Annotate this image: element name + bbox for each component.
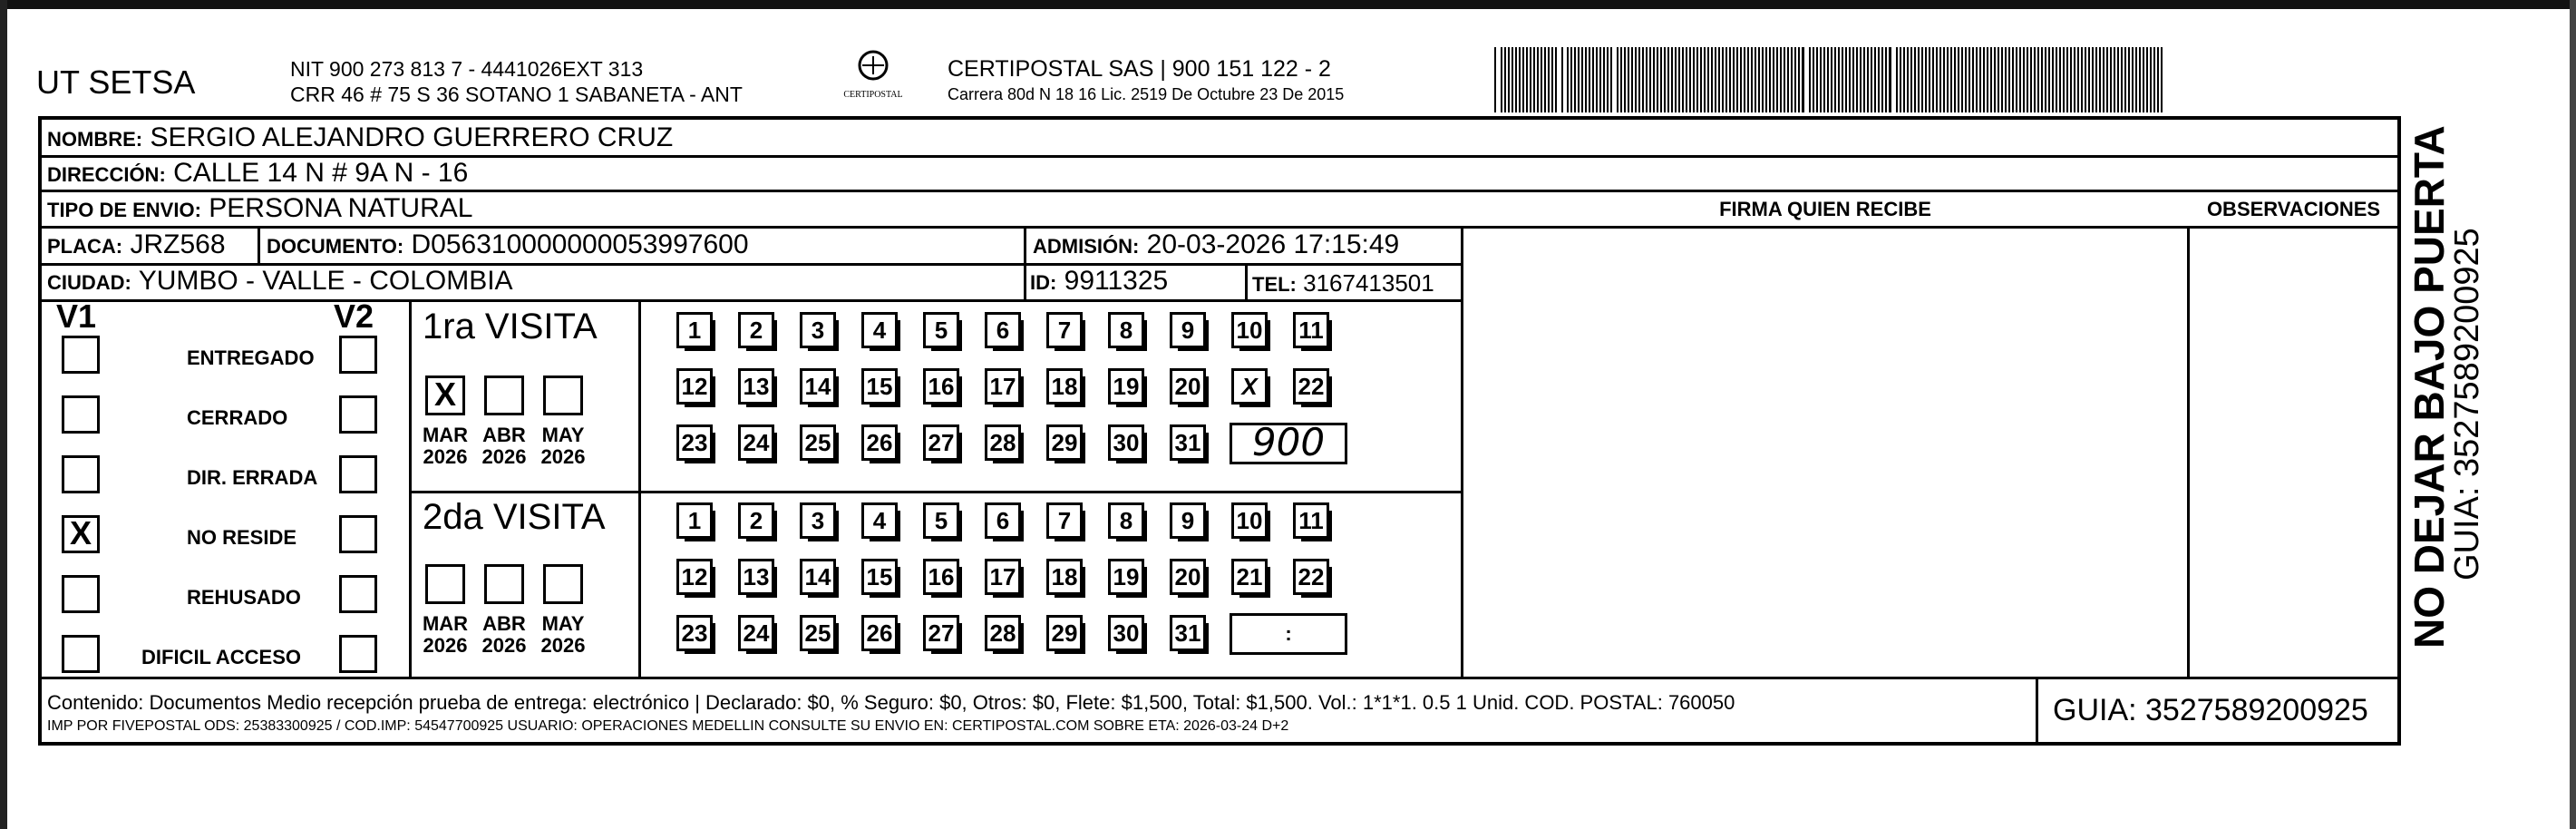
admision-label: ADMISIÓN: bbox=[1033, 235, 1140, 258]
ciudad-label: CIUDAD: bbox=[47, 271, 131, 294]
day-box[interactable]: 13 bbox=[738, 368, 774, 405]
left-border bbox=[0, 0, 7, 829]
observaciones-header: OBSERVACIONES bbox=[2206, 198, 2381, 220]
v2-header: V2 bbox=[334, 297, 374, 335]
nombre-value: SERGIO ALEJANDRO GUERRERO CRUZ bbox=[150, 122, 674, 152]
day-box[interactable]: 7 bbox=[1046, 502, 1083, 539]
v1-checkbox[interactable] bbox=[62, 336, 100, 374]
ciudad-row bbox=[47, 266, 513, 298]
day-box[interactable]: 15 bbox=[861, 368, 898, 405]
day-box[interactable]: 25 bbox=[800, 424, 836, 461]
day-box[interactable]: 24 bbox=[738, 615, 774, 651]
month-checkbox[interactable] bbox=[543, 564, 583, 604]
top-border bbox=[0, 0, 2576, 9]
day-box[interactable]: 17 bbox=[985, 368, 1021, 405]
day-box[interactable]: 6 bbox=[985, 502, 1021, 539]
day-box[interactable]: 10 bbox=[1231, 502, 1268, 539]
day-box[interactable]: 9 bbox=[1170, 312, 1206, 348]
month-label: MAY 2026 bbox=[540, 424, 586, 468]
no-dejar-warning: NO DEJAR BAJO PUERTA bbox=[2406, 125, 2453, 649]
day-box[interactable]: 5 bbox=[923, 312, 959, 348]
direccion-value: CALLE 14 N # 9A N - 16 bbox=[173, 158, 469, 188]
v1-checkbox[interactable] bbox=[62, 515, 100, 553]
time-value: : bbox=[1285, 622, 1292, 645]
day-box[interactable]: 8 bbox=[1108, 312, 1144, 348]
tipo-row bbox=[47, 193, 472, 226]
day-box[interactable]: X bbox=[1231, 368, 1268, 405]
day-box[interactable]: 28 bbox=[985, 615, 1021, 651]
ciudad-value: YUMBO - VALLE - COLOMBIA bbox=[138, 266, 513, 296]
placa-value: JRZ568 bbox=[130, 229, 226, 259]
tipo-label: TIPO DE ENVIO: bbox=[47, 199, 201, 221]
status-label: CERRADO bbox=[187, 406, 288, 429]
direccion-row bbox=[47, 158, 468, 190]
direccion-label: DIRECCIÓN: bbox=[47, 163, 166, 186]
month-label: MAY 2026 bbox=[540, 612, 586, 657]
day-box[interactable]: 14 bbox=[800, 368, 836, 405]
day-box[interactable]: 19 bbox=[1108, 368, 1144, 405]
day-box[interactable]: 8 bbox=[1108, 502, 1144, 539]
day-box[interactable]: 26 bbox=[861, 615, 898, 651]
day-box[interactable]: 15 bbox=[861, 559, 898, 595]
check-mark: X bbox=[69, 514, 92, 551]
day-box[interactable]: 12 bbox=[676, 368, 713, 405]
day-box[interactable]: 4 bbox=[861, 312, 898, 348]
right-border bbox=[2570, 0, 2576, 829]
admision-row bbox=[1033, 229, 1399, 262]
day-box[interactable]: 10 bbox=[1231, 312, 1268, 348]
day-box[interactable]: 19 bbox=[1108, 559, 1144, 595]
id-row bbox=[1030, 266, 1168, 298]
month-checkbox[interactable] bbox=[425, 375, 465, 415]
documento-value: D056310000000053997600 bbox=[411, 229, 749, 259]
day-box[interactable]: 9 bbox=[1170, 502, 1206, 539]
v2-checkbox[interactable] bbox=[339, 515, 377, 553]
month-label: ABR 2026 bbox=[481, 424, 527, 468]
day-box[interactable]: 12 bbox=[676, 559, 713, 595]
day-box[interactable]: 3 bbox=[800, 502, 836, 539]
month-checkbox[interactable] bbox=[543, 375, 583, 415]
day-box[interactable]: 26 bbox=[861, 424, 898, 461]
v2-checkbox[interactable] bbox=[339, 336, 377, 374]
day-box[interactable]: 6 bbox=[985, 312, 1021, 348]
day-box[interactable]: 25 bbox=[800, 615, 836, 651]
day-box[interactable]: 27 bbox=[923, 615, 959, 651]
time-field[interactable] bbox=[1230, 420, 1347, 464]
tel-row bbox=[1252, 268, 1434, 300]
day-box[interactable]: 22 bbox=[1293, 559, 1329, 595]
day-box[interactable]: 24 bbox=[738, 424, 774, 461]
placa-row bbox=[47, 229, 226, 262]
guia-number: GUIA: 3527589200925 bbox=[2053, 693, 2368, 727]
month-checkbox[interactable] bbox=[484, 375, 524, 415]
v2-checkbox[interactable] bbox=[339, 395, 377, 434]
day-box[interactable]: 29 bbox=[1046, 424, 1083, 461]
month-checkbox[interactable] bbox=[425, 564, 465, 604]
day-box[interactable]: 14 bbox=[800, 559, 836, 595]
v1-checkbox[interactable] bbox=[62, 635, 100, 673]
day-box[interactable]: 7 bbox=[1046, 312, 1083, 348]
month-label: MAR 2026 bbox=[422, 424, 469, 468]
admision-value: 20-03-2026 17:15:49 bbox=[1146, 229, 1400, 259]
v1-checkbox[interactable] bbox=[62, 395, 100, 434]
first-visit-title: 1ra VISITA bbox=[423, 307, 598, 346]
id-label: ID: bbox=[1030, 271, 1057, 294]
certipostal-nit: CERTIPOSTAL SAS | 900 151 122 - 2 bbox=[948, 56, 1331, 82]
month-checkbox[interactable] bbox=[484, 564, 524, 604]
firma-header: FIRMA QUIEN RECIBE bbox=[1719, 198, 1931, 220]
day-box[interactable]: 2 bbox=[738, 312, 774, 348]
day-box[interactable]: 31 bbox=[1170, 424, 1206, 461]
day-box[interactable]: 23 bbox=[676, 615, 713, 651]
nit-line: NIT 900 273 813 7 - 4441026EXT 313 bbox=[290, 57, 644, 81]
day-box[interactable]: 17 bbox=[985, 559, 1021, 595]
v2-checkbox[interactable] bbox=[339, 635, 377, 673]
status-label: DIFICIL ACCESO bbox=[141, 646, 302, 668]
day-box[interactable]: 16 bbox=[923, 559, 959, 595]
status-label: DIR. ERRADA bbox=[187, 466, 318, 489]
certipostal-license: Carrera 80d N 18 16 Lic. 2519 De Octubre 23 De 2015 bbox=[948, 85, 1345, 103]
time-field[interactable] bbox=[1230, 613, 1347, 655]
day-box[interactable]: 23 bbox=[676, 424, 713, 461]
time-value: 900 bbox=[1251, 420, 1326, 464]
month-label: ABR 2026 bbox=[481, 612, 527, 657]
tel-value: 3167413501 bbox=[1303, 269, 1434, 297]
day-box[interactable]: 18 bbox=[1046, 559, 1083, 595]
placa-label: PLACA: bbox=[47, 235, 123, 258]
v1-header: V1 bbox=[56, 297, 97, 335]
second-visit-title: 2da VISITA bbox=[423, 497, 606, 537]
v1-checkbox[interactable] bbox=[62, 575, 100, 613]
v1-checkbox[interactable] bbox=[62, 455, 100, 493]
tipo-value: PERSONA NATURAL bbox=[209, 193, 473, 223]
day-box[interactable]: 20 bbox=[1170, 559, 1206, 595]
day-box[interactable]: 13 bbox=[738, 559, 774, 595]
day-box[interactable]: 1 bbox=[676, 312, 713, 348]
shipping-form bbox=[38, 116, 2401, 746]
certipostal-logo bbox=[832, 47, 914, 111]
footer-content-line: Contenido: Documentos Medio recepción prueba de entrega: electrónico | Declarado: $0, % Seguro: $0, Otros: $0, Flete: $1,500, Total: $1,500. Vol.: 1*1*1. 0.5 1 Unid. COD. POSTAL: 760050 bbox=[47, 691, 1735, 714]
certipostal-info bbox=[948, 56, 1344, 107]
day-box[interactable]: 3 bbox=[800, 312, 836, 348]
day-box[interactable]: 30 bbox=[1108, 424, 1144, 461]
check-mark: X bbox=[433, 375, 456, 413]
day-box[interactable]: 28 bbox=[985, 424, 1021, 461]
company-name: UT SETSA bbox=[36, 63, 196, 101]
status-label: REHUSADO bbox=[187, 586, 301, 609]
side-guia: GUIA: 3527589200925 bbox=[2448, 228, 2486, 580]
nombre-label: NOMBRE: bbox=[47, 128, 143, 151]
nombre-row bbox=[47, 122, 673, 155]
documento-row bbox=[267, 229, 749, 262]
v2-checkbox[interactable] bbox=[339, 455, 377, 493]
day-box[interactable]: 27 bbox=[923, 424, 959, 461]
day-box[interactable]: 11 bbox=[1293, 312, 1329, 348]
company-info bbox=[290, 56, 743, 107]
month-label: MAR 2026 bbox=[422, 612, 469, 657]
day-box[interactable]: 31 bbox=[1170, 615, 1206, 651]
id-value: 9911325 bbox=[1064, 266, 1169, 296]
logo-text: CERTIPOSTAL bbox=[843, 90, 903, 100]
address-line: CRR 46 # 75 S 36 SOTANO 1 SABANETA - ANT bbox=[290, 83, 743, 106]
day-box[interactable]: 21 bbox=[1231, 559, 1268, 595]
tel-label: TEL: bbox=[1252, 273, 1297, 296]
day-box[interactable]: 2 bbox=[738, 502, 774, 539]
day-box[interactable]: 4 bbox=[861, 502, 898, 539]
day-box[interactable]: 11 bbox=[1293, 502, 1329, 539]
day-box[interactable]: 20 bbox=[1170, 368, 1206, 405]
day-box[interactable]: 18 bbox=[1046, 368, 1083, 405]
status-label: NO RESIDE bbox=[187, 526, 297, 549]
day-box[interactable]: 30 bbox=[1108, 615, 1144, 651]
day-box[interactable]: 5 bbox=[923, 502, 959, 539]
barcode bbox=[1494, 47, 2163, 112]
day-box[interactable]: 16 bbox=[923, 368, 959, 405]
day-box[interactable]: 1 bbox=[676, 502, 713, 539]
day-box[interactable]: 29 bbox=[1046, 615, 1083, 651]
documento-label: DOCUMENTO: bbox=[267, 235, 404, 258]
footer-print-line: IMP POR FIVEPOSTAL ODS: 25383300925 / COD.IMP: 54547700925 USUARIO: OPERACIONES MEDELLIN CONSULTE SU ENVIO EN: CERTIPOSTAL.COM SOBRE ETA: 2026-03-24 D+2 bbox=[47, 718, 1289, 734]
v2-checkbox[interactable] bbox=[339, 575, 377, 613]
status-label: ENTREGADO bbox=[187, 346, 315, 369]
day-box[interactable]: 22 bbox=[1293, 368, 1329, 405]
